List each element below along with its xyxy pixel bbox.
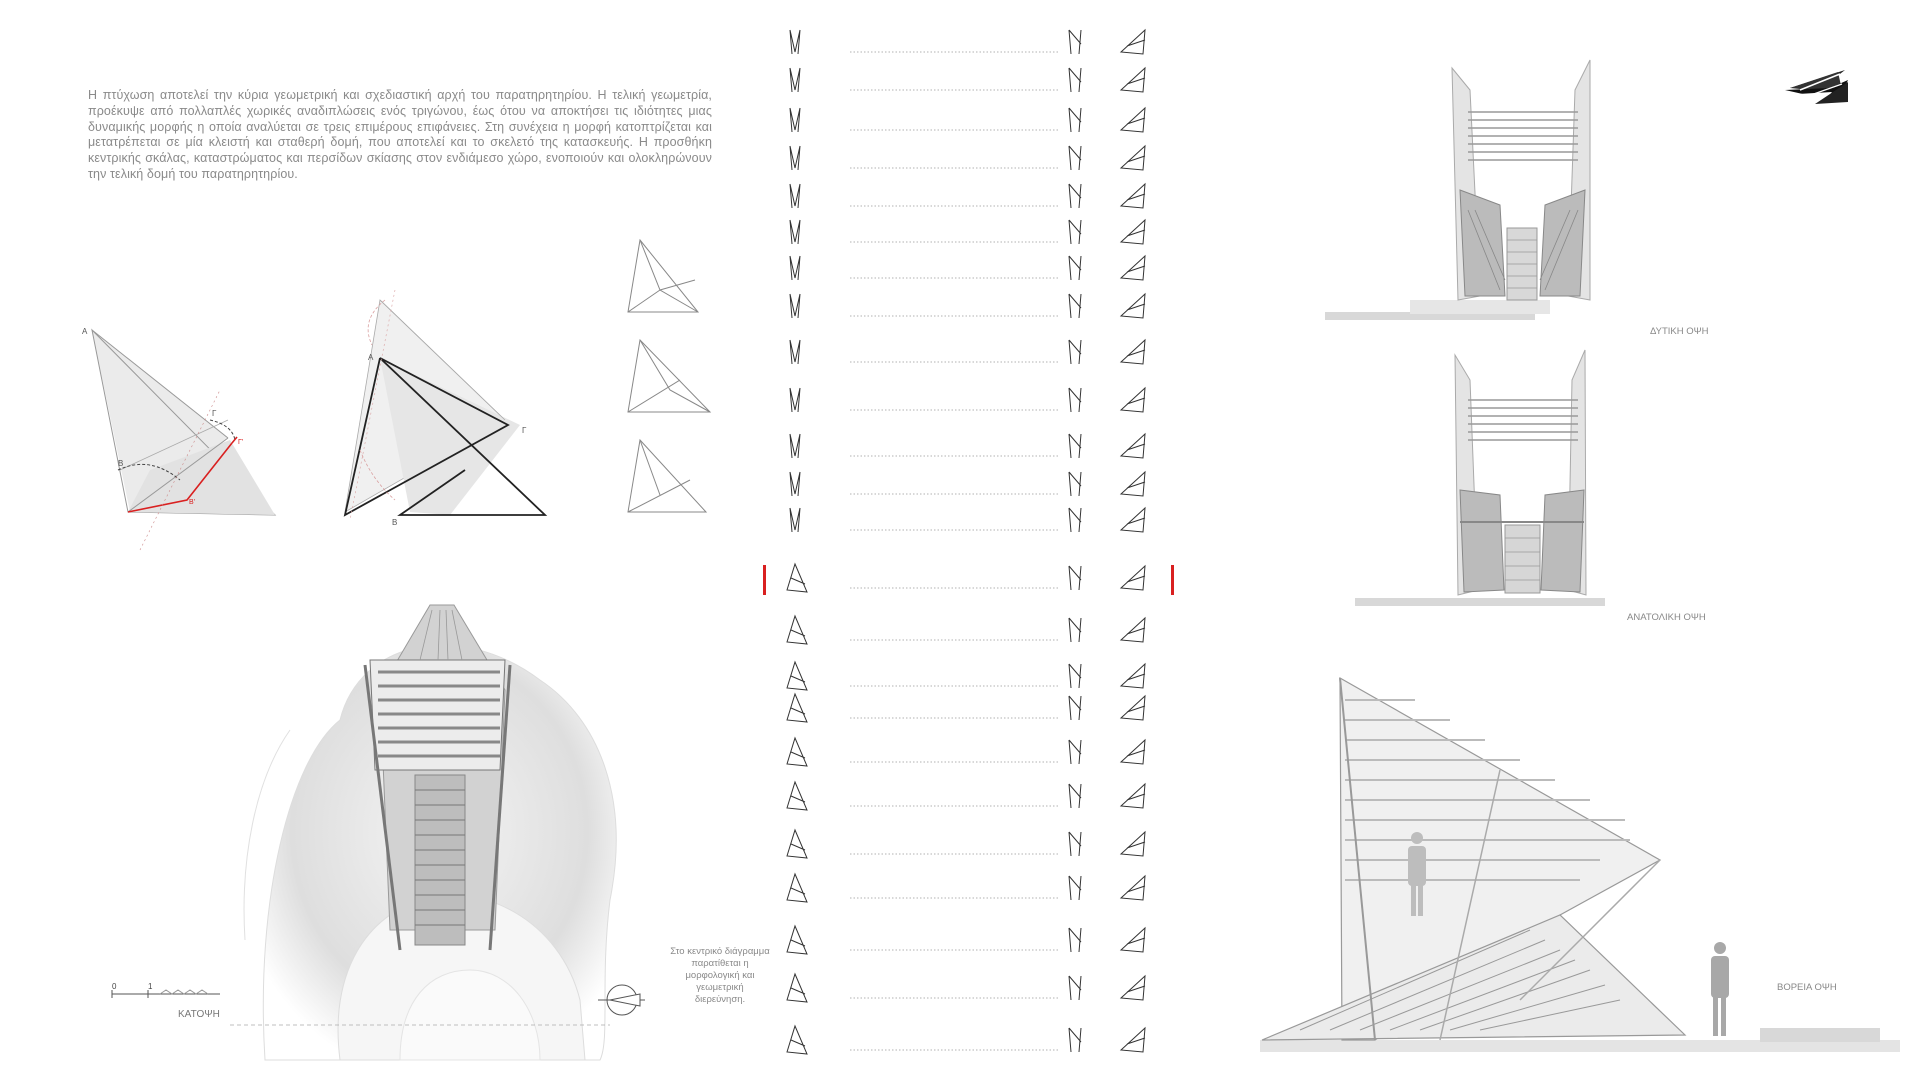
point-b2-label: Β: [392, 518, 398, 527]
morphology-row: [787, 926, 1145, 954]
center-note: Στο κεντρικό διάγραμμα παρατίθεται η μορφολογική και γεωμετρική διερεύνηση.: [670, 946, 770, 1005]
morphology-row: [790, 30, 1145, 54]
morphology-row: [790, 146, 1145, 170]
west-elevation-drawing: [1325, 60, 1590, 320]
folding-diagram-step-2: [345, 290, 545, 520]
morphology-row: [790, 388, 1145, 412]
north-elevation-label: ΒΟΡΕΙΑ ΟΨΗ: [1777, 982, 1837, 993]
folding-variant-2: [628, 340, 710, 412]
morphology-row: [787, 738, 1145, 766]
morphology-row: [787, 1026, 1145, 1054]
point-b-label: Β: [118, 459, 124, 468]
morphology-row: [790, 220, 1145, 244]
morphology-sequence: [787, 30, 1145, 1054]
morphology-row: [790, 472, 1145, 496]
morphology-row: [787, 974, 1145, 1002]
morphology-row: [790, 184, 1145, 208]
east-elevation-drawing: [1355, 350, 1605, 606]
folded-triangle-logo: [1785, 70, 1848, 104]
morphology-row: [790, 434, 1145, 458]
morphology-row: [787, 662, 1145, 690]
folding-diagram-step-1: [92, 330, 275, 550]
morphology-row: [787, 830, 1145, 858]
morphology-row: [787, 694, 1145, 722]
morphology-row: [790, 340, 1145, 364]
folding-variant-3: [628, 440, 706, 512]
point-a-label: Α: [82, 327, 88, 336]
morphology-row: [790, 68, 1145, 92]
point-b-prime-label: Β': [189, 499, 196, 506]
plan-label: ΚΑΤΟΨΗ: [178, 1009, 220, 1020]
morphology-row: [790, 294, 1145, 318]
scale-bar: [112, 990, 220, 998]
morphology-row: [787, 564, 1145, 592]
point-g-label: Γ: [212, 409, 217, 418]
intro-paragraph: Η πτύχωση αποτελεί την κύρια γεωμετρική και σχεδιαστική αρχή του παρατηρητηρίου. Η τελική γεωμετρία, προέκυψε από πολλαπλές χωρικές αναδιπλώσεις ενός τριγώνου, έως ότου να αποκτήσει τις ιδιότητες μιας δυναμικής μορφής η οποία αναλύεται σε τρεις επιμέρους επιφάνειες. Στη συνέχεια η μορφή κατοπτρίζεται και μετατρέπεται σε μία κλειστή και σταθερή δομή, που αποτελεί και το σκελετό της κατασκευής. Η προσθήκη κεντρικής σκάλας, καταστρώματος και περσίδων σκίασης στον ενδιάμεσο χώρο, ενοποιούν και ολοκληρώνουν την τελική δομή του παρατηρητηρίου.: [88, 88, 712, 181]
point-a2-label: Α: [368, 353, 374, 362]
morphology-row: [790, 508, 1145, 532]
north-elevation-drawing: [1260, 678, 1900, 1052]
east-elevation-label: ΑΝΑΤΟΛΙΚΗ ΟΨΗ: [1627, 612, 1706, 623]
point-g2-label: Γ: [522, 426, 527, 435]
red-marker-right: [1171, 565, 1174, 595]
red-marker-left: [763, 565, 766, 595]
scale-zero: 0: [112, 982, 117, 991]
west-elevation-label: ΔΥΤΙΚΗ ΟΨΗ: [1650, 326, 1709, 337]
morphology-row: [787, 874, 1145, 902]
morphology-row: [787, 782, 1145, 810]
morphology-row: [787, 616, 1145, 644]
scale-one: 1: [148, 982, 153, 991]
site-plan: [230, 605, 616, 1060]
point-g-prime-label: Γ': [238, 439, 244, 446]
morphology-row: [790, 256, 1145, 280]
folding-variant-1: [628, 240, 698, 312]
morphology-row: [790, 108, 1145, 132]
